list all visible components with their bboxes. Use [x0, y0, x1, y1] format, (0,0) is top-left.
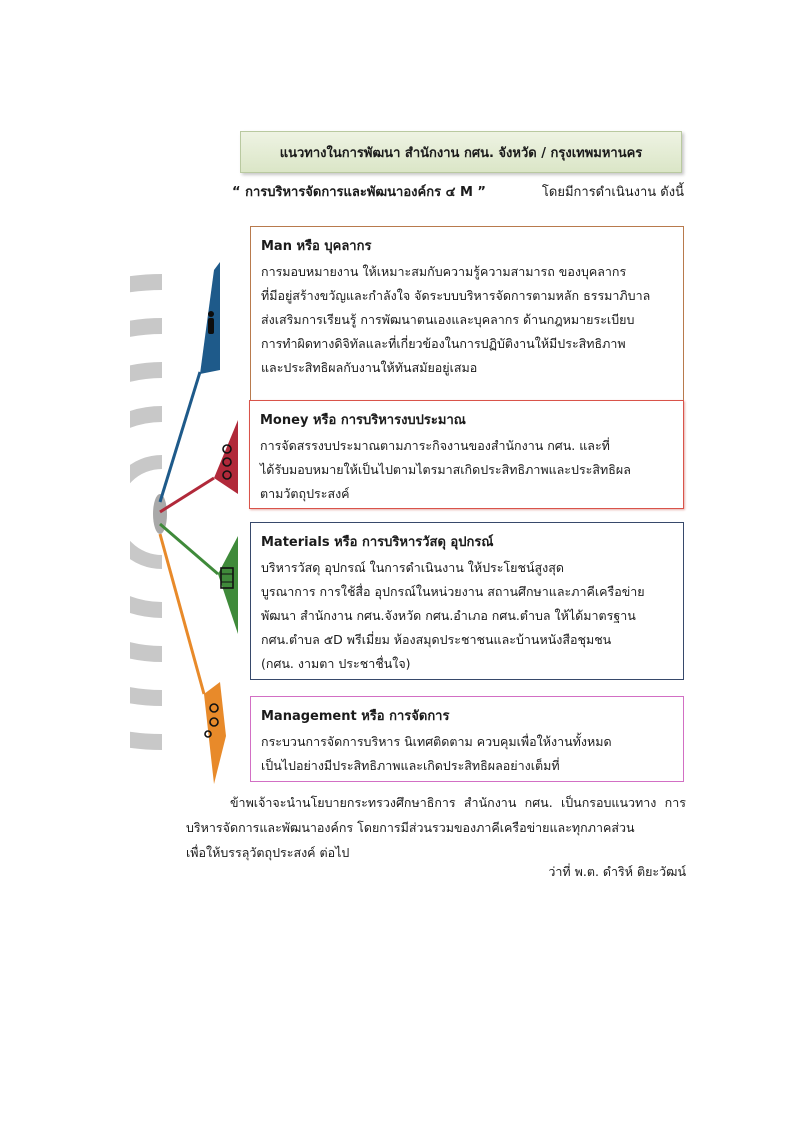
money-flag	[214, 420, 238, 494]
page-title: แนวทางในการพัฒนา สำนักงาน กศน. จังหวัด / กรุงเทพมหานคร	[279, 145, 643, 161]
footer-line-2: เพื่อให้บรรลุวัตถุประสงค์ ต่อไป	[186, 845, 350, 860]
header-box	[240, 131, 682, 173]
card-materials-body: บริหารวัสดุ อุปกรณ์ ในการดำเนินงาน ให้ประโยชน์สูงสุด บูรณาการ การใช้สื่อ อุปกรณ์ในหน่วยงาน สถานศึกษาและภาคีเครือข่าย พัฒนา สำนักงาน กศน.จังหวัด กศน.อำเภอ กศน.ตำบล ให้ได้มาตรฐาน กศน.ตำบล ๕D พรีเมี่ยม ห้องสมุดประชาชนและบ้านหนังสือชุมชน (กศน. งามตา ประชาชื่นใจ)	[261, 560, 645, 671]
card-money-body: การจัดสรรงบประมาณตามภาระกิจงานของสำนักงาน กศน. และที่ ได้รับมอบหมายให้เป็นไปตามไตรมาสเกิดประสิทธิภาพและประสิทธิผล ตามวัตถุประสงค์	[260, 438, 631, 501]
subtitle	[232, 181, 684, 202]
card-man	[250, 226, 684, 402]
card-management	[250, 696, 684, 782]
card-money-title: Money หรือ การบริหารงบประมาณ	[260, 413, 466, 428]
card-money	[249, 400, 684, 509]
target-diagram	[130, 262, 250, 792]
man-line	[160, 372, 200, 502]
footer-line-1: ข้าพเจ้าจะนำนโยบายกระทรวงศึกษาธิการ สำนักงาน กศน. เป็นกรอบแนวทาง การบริหารจัดการและพัฒนาองค์กร โดยการมีส่วนรวมของภาคีเครือข่ายและทุกภาคส่วน	[186, 795, 686, 835]
subtitle-rest: โดยมีการดำเนินงาน ดังนี้	[541, 185, 684, 200]
subtitle-main: “ การบริหารจัดการและพัฒนาองค์กร ๔ M ”	[232, 185, 486, 200]
card-man-title: Man หรือ บุคลากร	[261, 239, 372, 254]
management-flag	[204, 682, 226, 784]
person-icon	[208, 311, 214, 334]
card-materials-title: Materials หรือ การบริหารวัสดุ อุปกรณ์	[261, 535, 494, 550]
footer-paragraph	[186, 790, 686, 865]
card-management-title: Management หรือ การจัดการ	[261, 709, 450, 724]
money-line	[160, 478, 214, 512]
signature: ว่าที่ พ.ต. ดำริห์ ติยะวัฒน์	[548, 864, 686, 879]
card-management-body: กระบวนการจัดการบริหาร นิเทศติดตาม ควบคุมเพื่อให้งานทั้งหมด เป็นไปอย่างมีประสิทธิภาพและเกิดประสิทธิผลอย่างเต็มที่	[261, 734, 612, 773]
card-materials	[250, 522, 684, 680]
card-man-body: การมอบหมายงาน ให้เหมาะสมกับความรู้ความสามารถ ของบุคลากร ที่มีอยู่สร้างขวัญและกำลังใจ จัดระบบบริหารจัดการตามหลัก ธรรมาภิบาล ส่งเสริมการเรียนรู้ การพัฒนาตนเองและบุคลากร ด้านกฎหมายระเบียบ การทำผิดทางดิจิทัลและที่เกี่ยวข้องในการปฏิบัติงานให้มีประสิทธิภาพ และประสิทธิผลกับงานให้ทันสมัยอยู่เสมอ	[261, 264, 651, 375]
